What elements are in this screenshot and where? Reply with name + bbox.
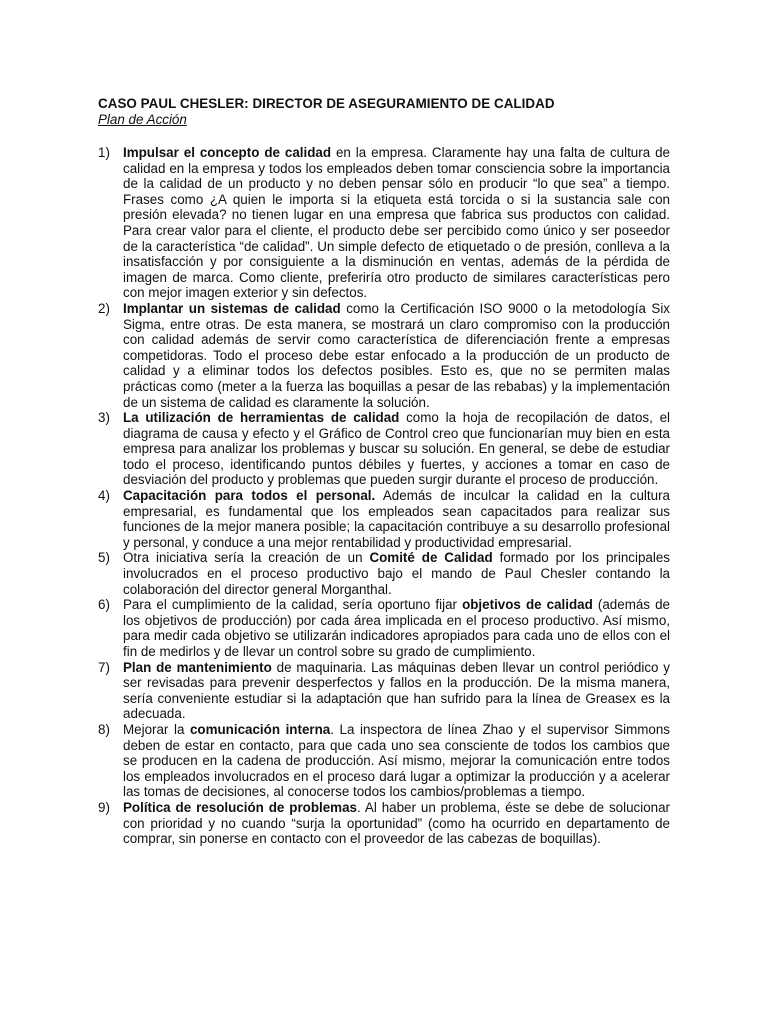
list-item-text: de maquinaria. Las máquinas deben llevar un control periódico y ser revisadas para prevenir desperfectos y fallos en la producción. De la misma manera, sería conveniente estudiar si la adaptación que han sufrido para la línea de Greasex es la adecuada. xyxy=(123,659,671,722)
list-item-text: como la Certificación ISO 9000 o la metodología Six Sigma, entre otras. De esta manera, se mostrará un claro compromiso con la producción con calidad además de servir como característica de diferenciación frente a empresas competidoras. Todo el proceso debe estar enfocado a la producción de un producto de calidad y a eliminar todos los defectos posibles. Esto es, que no se permiten malas prácticas como (meter a la fuerza las boquillas a pesar de las rebabas) y la implementación de un sistema de calidad es claramente la solución. xyxy=(123,300,671,410)
list-item xyxy=(98,800,670,847)
list-item-text: . Al haber un problema, éste se debe de solucionar con prioridad y no cuando “surja la oportunidad” (como ha ocurrido en departamento de comprar, sin ponerse en contacto con el proveedor de las cabezas de boquillas). xyxy=(123,799,670,847)
list-item xyxy=(98,301,670,410)
list-item xyxy=(98,550,670,597)
list-item-keyword: Política de resolución de problemas xyxy=(123,799,357,815)
list-item xyxy=(98,410,670,488)
list-item xyxy=(98,145,670,301)
list-item-text: . La inspectora de línea Zhao y el supervisor Simmons deben de estar en contacto, para que cada uno sea consciente de todos los cambios que se producen en la cadena de producción. Así mismo, mejorar la comunicación entre todos los empleados involucrados en el proceso dará lugar a optimizar la producción y a acelerar las tomas de decisiones, al conocerse todos los cambios/problemas a tiempo. xyxy=(123,721,670,800)
list-item-number: 5) xyxy=(98,550,110,566)
list-item-keyword: La utilización de herramientas de calidad xyxy=(123,410,400,426)
list-item-number: 1) xyxy=(98,145,110,160)
list-item-text: formado por los principales involucrados en el proceso productivo bajo el mando de Paul Chesler contando la colaboración del director general Morganthal. xyxy=(123,550,670,597)
list-item-text: Para el cumplimiento de la calidad, sería oportuno fijar xyxy=(123,597,463,613)
list-item-number: 7) xyxy=(98,659,110,675)
list-item xyxy=(98,660,670,722)
list-item-keyword: Comité de Calidad xyxy=(369,550,493,566)
list-item-number: 2) xyxy=(98,300,110,316)
list-item-number: 6) xyxy=(98,597,110,613)
list-item xyxy=(98,488,670,550)
list-item-text: Otra iniciativa sería la creación de un xyxy=(123,550,370,566)
list-item-keyword: Implantar un sistemas de calidad xyxy=(123,300,341,316)
list-item-text: Además de inculcar la calidad en la cultura empresarial, es fundamental que los empleados sean capacitados para realizar sus funciones de la mejor manera posible; la capacitación contribuye a su desarrollo profesional y personal, y conduce a una mejor rentabilidad y productividad empresarial. xyxy=(123,488,670,550)
list-item xyxy=(98,597,670,659)
action-plan-list xyxy=(98,145,670,847)
list-item-number: 3) xyxy=(98,410,110,426)
list-item-text: en la empresa. Claramente hay una falta de cultura de calidad en la empresa y todos los empleados deben tomar consciencia sobre la importancia de la calidad de un producto y no deben pensar sólo en producir “lo que sea” a tiempo. Frases como ¿A quien le importa si la etiqueta está torcida o si la sustancia sale con presión elevada? no tienen lugar en una empresa que fabrica sus productos con calidad. Para crear valor para el cliente, el producto debe ser percibido como único y ser poseedor de la característica “de calidad”. Un simple defecto de etiquetado o de presión, conlleva a la insatisfacción y por consiguiente a la disminución en ventas, además de la pérdida de imagen de marca. Como cliente, preferiría otro producto de similares características pero con mejor imagen exterior y sin defectos. xyxy=(123,145,670,301)
list-item-text: como la hoja de recopilación de datos, el diagrama de causa y efecto y el Gráfico de Control creo que funcionarían muy bien en esta empresa para analizar los problemas y buscar su solución. En general, se debe de estudiar todo el proceso, identificando puntos débiles y fuertes, y acciones a tomar en caso de desviación del producto y problemas que pueden surgir durante el proceso de producción. xyxy=(123,410,670,488)
list-item-keyword: comunicación interna xyxy=(189,721,331,737)
list-item xyxy=(98,722,670,800)
list-item-keyword: Capacitación para todos el personal. xyxy=(123,488,376,504)
document-subtitle: Plan de Acción xyxy=(98,112,187,127)
list-item-text: (además de los objetivos de producción) por cada área implicada en el proceso productivo. Así mismo, para medir cada objetivo se utilizarán indicadores apropiados para cada uno de ellos con el fin de medirlos y de llevar un control sobre su grado de cumplimiento. xyxy=(123,597,670,659)
list-item-number: 9) xyxy=(98,799,110,815)
list-item-keyword: Plan de mantenimiento xyxy=(123,659,272,675)
list-item-keyword: Impulsar el concepto de calidad xyxy=(123,145,332,160)
list-item-number: 4) xyxy=(98,488,110,504)
list-item-number: 8) xyxy=(98,721,110,737)
list-item-keyword: objetivos de calidad xyxy=(462,597,593,613)
document-title: CASO PAUL CHESLER: DIRECTOR DE ASEGURAMIENTO DE CALIDAD xyxy=(98,96,555,111)
list-item-text: Mejorar la xyxy=(123,721,190,737)
